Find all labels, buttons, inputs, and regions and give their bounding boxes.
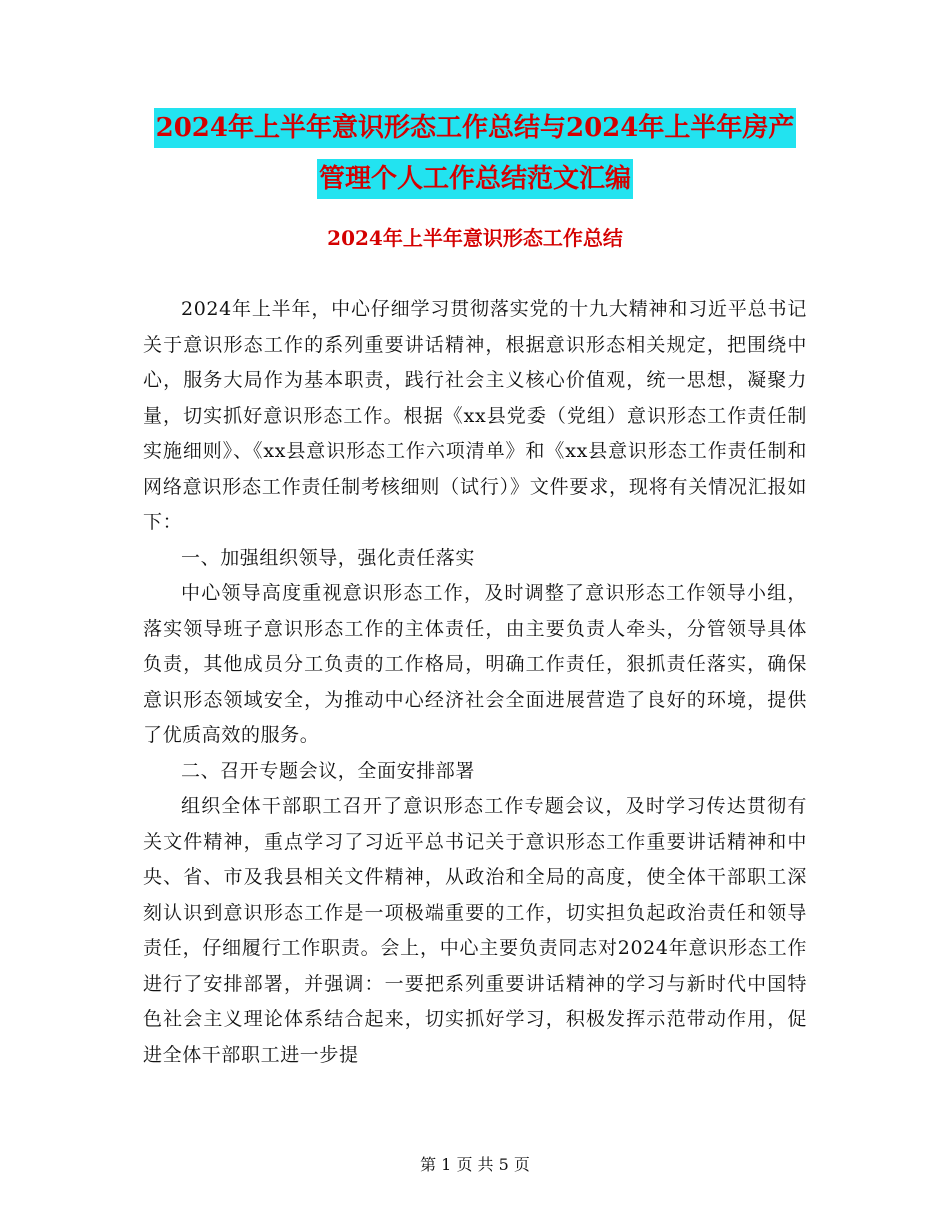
- paragraph-2: 组织全体干部职工召开了意识形态工作专题会议，及时学习传达贯彻有关文件精神，重点学习了习近平总书记关于意识形态工作重要讲话精神和中央、省、市及我县相关文件精神，从政治和全局的高度，使全体干部职工深刻认识到意识形态工作是一项极端重要的工作，切实担负起政治责任和领导责任，仔细履行工作职责。会上，中心主要负责同志对2024年意识形态工作进行了安排部署，并强调：一要把系列重要讲话精神的学习与新时代中国特色社会主义理论体系结合起来，切实抓好学习，积极发挥示范带动作用，促进全体干部职工进一步提: [143, 795, 807, 1066]
- body-text: [143, 292, 807, 1073]
- page-footer: 第 1 页 共 5 页: [420, 1155, 530, 1174]
- section-heading: 2024年上半年意识形态工作总结: [327, 226, 623, 250]
- subheading-2: 二、召开专题会议，全面安排部署: [181, 759, 476, 782]
- title-line-2: 管理个人工作总结范文汇编: [317, 159, 633, 199]
- paragraph-1: 中心领导高度重视意识形态工作，及时调整了意识形态工作领导小组，落实领导班子意识形态工作的主体责任，由主要负责人牵头，分管领导具体负责，其他成员分工负责的工作格局，明确工作责任，狠抓责任落实，确保意识形态领域安全，为推动中心经济社会全面进展营造了良好的环境，提供了优质高效的服务。: [143, 582, 807, 746]
- paragraph-intro: 2024年上半年，中心仔细学习贯彻落实党的十九大精神和习近平总书记关于意识形态工作的系列重要讲话精神，根据意识形态相关规定，把围绕中心，服务大局作为基本职责，践行社会主义核心价值观，统一思想，凝聚力量，切实抓好意识形态工作。根据《xx县党委（党组）意识形态工作责任制实施细则》、《xx县意识形态工作六项清单》和《xx县意识形态工作责任制和网络意识形态工作责任制考核细则（试行）》文件要求，现将有关情况汇报如下：: [143, 298, 807, 533]
- document-title: [0, 108, 950, 210]
- subheading-1: 一、加强组织领导，强化责任落实: [181, 546, 476, 569]
- title-line-1: 2024年上半年意识形态工作总结与2024年上半年房产: [154, 108, 797, 148]
